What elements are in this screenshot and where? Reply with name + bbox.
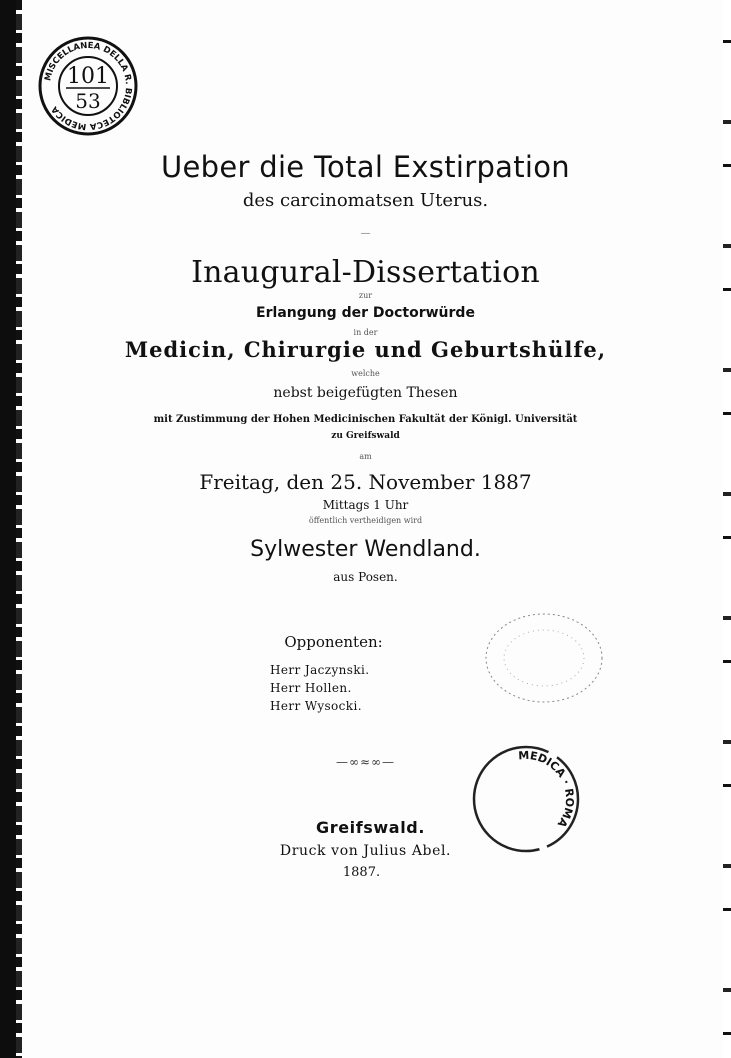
author-name: Sylwester Wendland. xyxy=(250,537,481,562)
imprint-printer: Druck von Julius Abel. xyxy=(279,843,452,859)
author-origin: aus Posen. xyxy=(333,570,398,584)
opponent-item: Herr Wysocki. xyxy=(270,699,362,713)
doctorate-line: Erlangung der Doctorwürde xyxy=(256,305,475,321)
imprint-city: Greifswald. xyxy=(315,818,426,837)
dissertation-heading: Inaugural-Dissertation xyxy=(191,255,540,290)
separator: — xyxy=(360,228,371,239)
approval-line: mit Zustimmung der Hohen Medicinischen Fakultät der Königl. Universität xyxy=(153,414,578,425)
shelf-number: 101 xyxy=(67,64,109,89)
imprint-year: 1887. xyxy=(342,865,381,880)
opponent-item: Herr Hollen. xyxy=(270,681,352,695)
word-am: am xyxy=(359,452,372,461)
date-line: Freitag, den 25. November 1887 xyxy=(199,470,532,494)
faded-stamp-mark xyxy=(474,608,604,708)
place-line: zu Greifswald xyxy=(331,431,400,441)
defense-line: öffentlich vertheidigen wird xyxy=(308,516,423,525)
opponent-item: Herr Jaczynski. xyxy=(270,663,370,677)
word-zur: zur xyxy=(358,291,373,300)
word-welche: welche xyxy=(351,369,380,378)
time-line: Mittags 1 Uhr xyxy=(322,498,409,512)
faculty-line: Medicin, Chirurgie und Geburtshülfe, xyxy=(124,337,607,362)
shelf-sub-number: 53 xyxy=(75,89,101,113)
svg-text:MEDICA · ROMA: MEDICA · ROMA xyxy=(518,748,577,830)
ornament-divider: —∞≈∞— xyxy=(335,755,396,769)
title: Ueber die Total Exstirpation xyxy=(160,150,570,184)
opponents-label: Opponenten: xyxy=(284,633,383,651)
subtitle: des carcinomatsen Uterus. xyxy=(242,190,489,211)
svg-text:MISCELLANEA DELLA R. BIBLIOTEC: MISCELLANEA DELLA R. BIBLIOTECA MEDICA xyxy=(43,40,134,132)
library-stamp xyxy=(38,36,138,136)
theses-line: nebst beigefügten Thesen xyxy=(273,385,458,401)
word-in-der: in der xyxy=(353,328,378,337)
